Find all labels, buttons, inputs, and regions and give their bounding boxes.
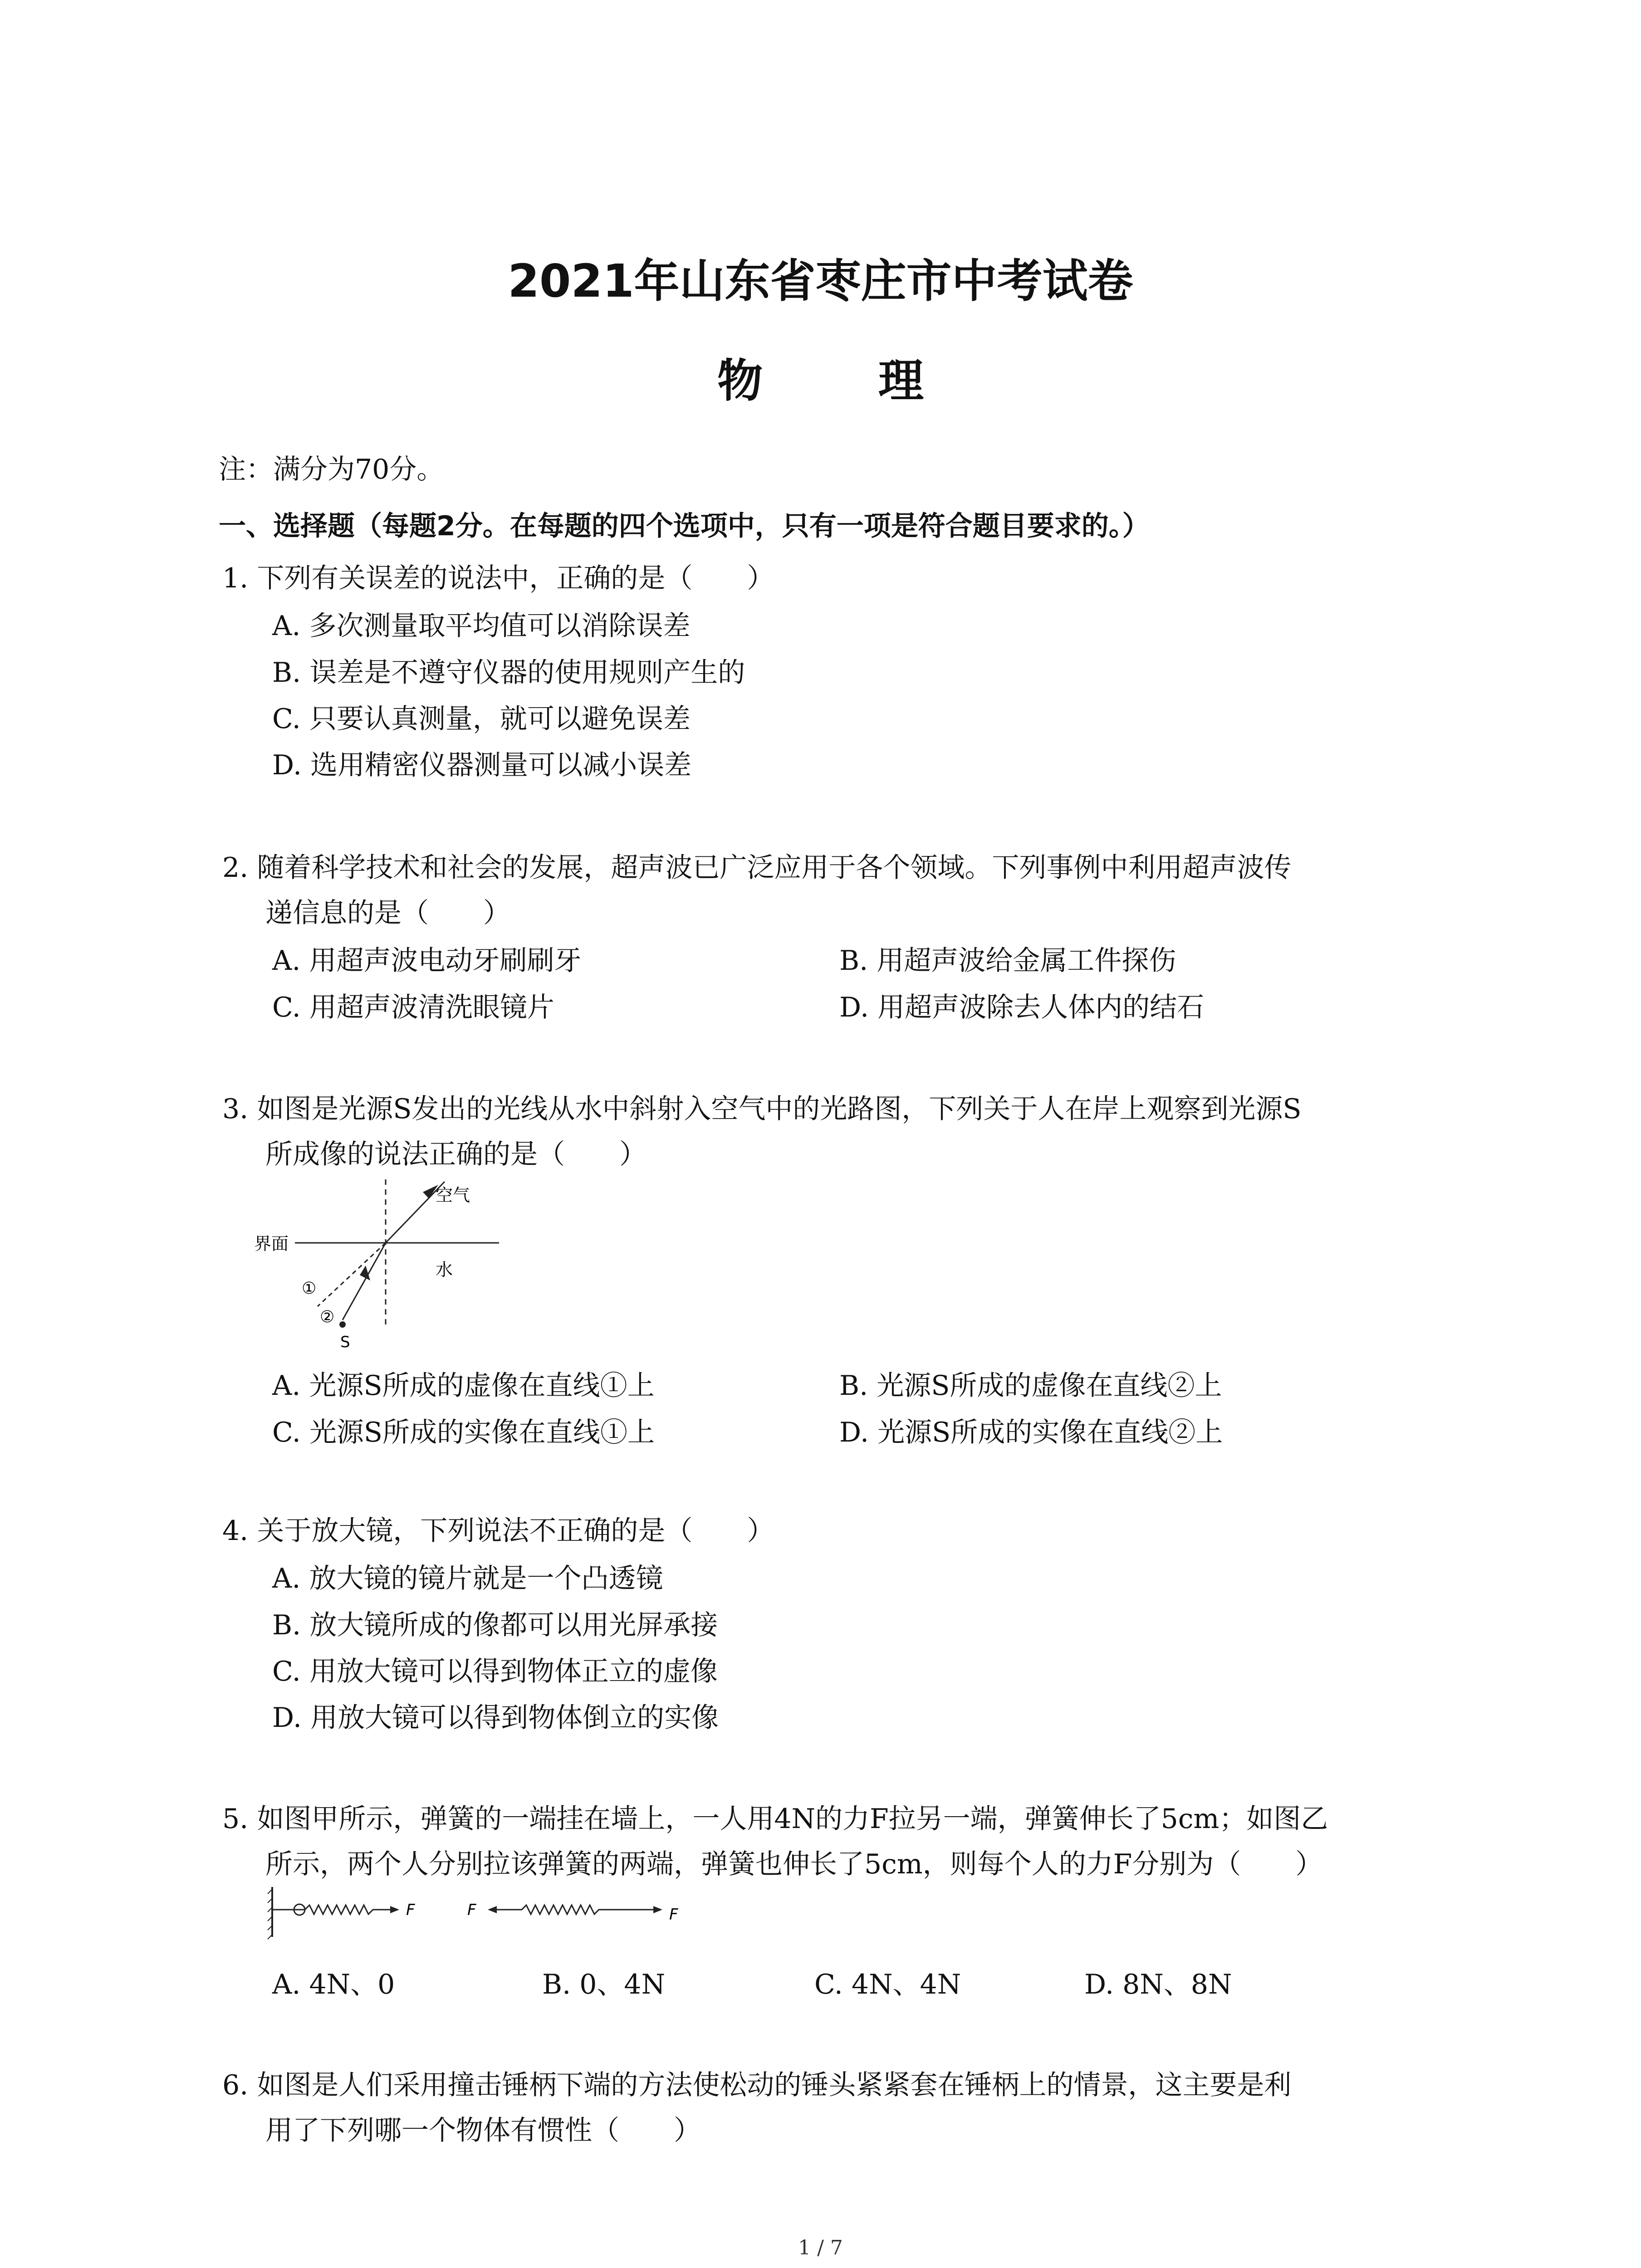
force-label-b-right: F	[669, 1906, 678, 1924]
light-source-point	[339, 1321, 346, 1328]
question-2-option-a: A. 用超声波电动牙刷刷牙	[272, 945, 582, 977]
question-1-option-b: B. 误差是不遵守仪器的使用规则产生的	[272, 657, 745, 689]
question-4-option-b: B. 放大镜所成的像都可以用光屏承接	[272, 1609, 718, 1641]
question-3-stem-line1: 3. 如图是光源S发出的光线从水中斜射入空气中的光路图，下列关于人在岸上观察到光源S	[222, 1093, 1302, 1125]
subject-title: 物 理	[717, 354, 974, 407]
label-line-1: ①	[302, 1279, 317, 1298]
question-2-stem-line1: 2. 随着科学技术和社会的发展，超声波已广泛应用于各个领域。下列事例中利用超声波传	[222, 852, 1292, 884]
question-1-option-c: C. 只要认真测量，就可以避免误差	[272, 703, 691, 735]
question-5-option-b: B. 0、4N	[542, 1969, 666, 2000]
section-heading: 一、选择题（每题2分。在每题的四个选项中，只有一项是符合题目要求的。）	[219, 510, 1150, 542]
question-2-option-d: D. 用超声波除去人体内的结石	[839, 992, 1205, 1023]
spring-a	[272, 1905, 395, 1914]
question-4-stem: 4. 关于放大镜，下列说法不正确的是（ ）	[222, 1515, 774, 1547]
refraction-diagram	[254, 1175, 508, 1374]
question-5-stem-line1: 5. 如图甲所示，弹簧的一端挂在墙上，一人用4N的力F拉另一端，弹簧伸长了5cm；如图乙	[222, 1803, 1328, 1835]
arrow-b-right	[653, 1906, 662, 1913]
question-6-stem-line1: 6. 如图是人们采用撞击锤柄下端的方法使松动的锤头紧紧套在锤柄上的情景，这主要是利	[222, 2069, 1292, 2101]
label-water: 水	[436, 1260, 453, 1280]
question-3-option-b: B. 光源S所成的虚像在直线②上	[839, 1370, 1222, 1402]
label-line-2: ②	[320, 1308, 335, 1326]
force-label-a: F	[406, 1901, 415, 1919]
exam-title: 2021年山东省枣庄市中考试卷	[508, 254, 1133, 308]
label-air: 空气	[436, 1185, 470, 1205]
spring-b	[492, 1905, 658, 1914]
question-5-stem-line2: 所示，两个人分别拉该弹簧的两端，弹簧也伸长了5cm，则每个人的力F分别为（ ）	[265, 1848, 1323, 1880]
question-6-stem-line2: 用了下列哪一个物体有惯性（ ）	[265, 2115, 701, 2146]
question-3-option-d: D. 光源S所成的实像在直线②上	[839, 1417, 1223, 1448]
label-interface: 界面	[254, 1234, 289, 1254]
spring-diagram	[268, 1887, 690, 1941]
question-1-option-d: D. 选用精密仪器测量可以减小误差	[272, 749, 692, 781]
question-4-option-a: A. 放大镜的镜片就是一个凸透镜	[272, 1563, 663, 1594]
question-1-option-a: A. 多次测量取平均值可以消除误差	[272, 610, 691, 642]
dashed-line-1	[318, 1243, 386, 1306]
question-4-option-d: D. 用放大镜可以得到物体倒立的实像	[272, 1702, 719, 1734]
score-note: 注：满分为70分。	[219, 454, 444, 485]
force-label-b-left: F	[467, 1901, 476, 1919]
question-3-stem-line2: 所成像的说法正确的是（ ）	[265, 1139, 647, 1170]
question-4-option-c: C. 用放大镜可以得到物体正立的虚像	[272, 1656, 718, 1687]
page-number: 1 / 7	[798, 2236, 843, 2259]
question-2-stem-line2: 递信息的是（ ）	[265, 897, 510, 929]
incident-ray	[343, 1243, 386, 1320]
question-5-option-d: D. 8N、8N	[1084, 1969, 1232, 2000]
label-source: S	[340, 1333, 350, 1351]
question-5-option-a: A. 4N、0	[272, 1969, 395, 2000]
question-2-option-c: C. 用超声波清洗眼镜片	[272, 992, 554, 1023]
arrow-a	[390, 1906, 399, 1913]
question-3-option-c: C. 光源S所成的实像在直线①上	[272, 1417, 655, 1448]
question-5-option-c: C. 4N、4N	[814, 1969, 961, 2000]
question-1-stem: 1. 下列有关误差的说法中，正确的是（ ）	[222, 562, 774, 594]
question-2-option-b: B. 用超声波给金属工件探伤	[839, 945, 1176, 977]
question-3-option-a: A. 光源S所成的虚像在直线①上	[272, 1370, 655, 1402]
